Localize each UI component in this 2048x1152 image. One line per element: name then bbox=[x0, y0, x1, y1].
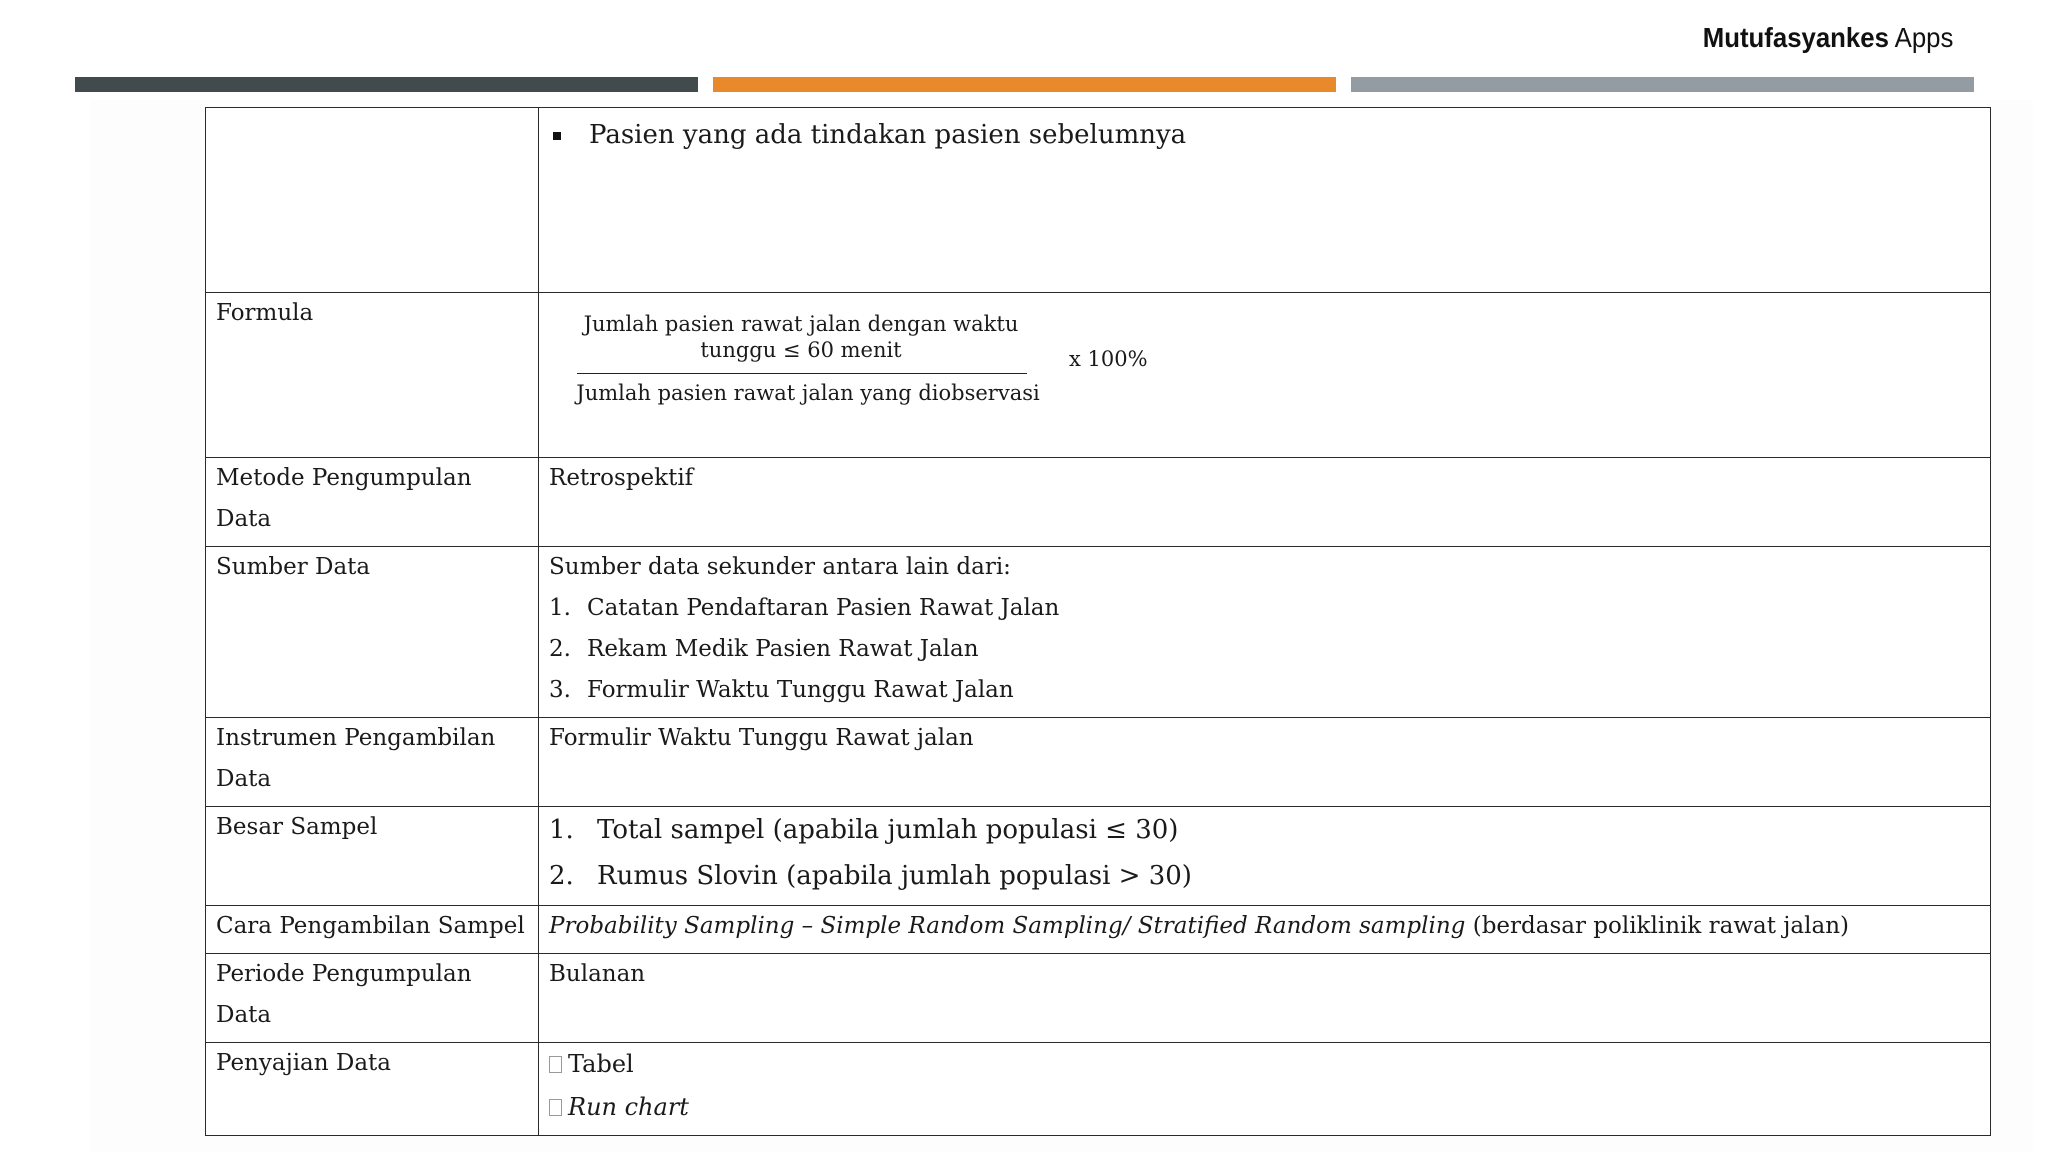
sampel-list bbox=[549, 807, 1980, 899]
square-bullet-icon bbox=[553, 132, 561, 140]
list-number: 3. bbox=[549, 677, 571, 703]
checkbox-icon bbox=[549, 1099, 562, 1116]
sumber-list bbox=[549, 588, 1980, 711]
table-row-formula bbox=[206, 293, 1991, 458]
table-row-penyajian bbox=[206, 1043, 1991, 1136]
brand-name-bold: Mutufasyankes bbox=[1702, 22, 1889, 53]
list-number: 1. bbox=[549, 815, 574, 845]
app-brand bbox=[1702, 22, 1953, 54]
table-row-instrumen bbox=[206, 718, 1991, 807]
list-number: 2. bbox=[549, 861, 574, 891]
formula-denominator: Jumlah pasien rawat jalan yang diobservasi bbox=[576, 381, 1040, 405]
list-item bbox=[549, 807, 1980, 853]
instrumen-value: Formulir Waktu Tunggu Rawat jalan bbox=[539, 718, 1991, 807]
row-label bbox=[206, 108, 539, 293]
formula-multiplier: x 100% bbox=[1069, 347, 1148, 371]
bullet-item bbox=[549, 118, 1980, 153]
list-text: Rekam Medik Pasien Rawat Jalan bbox=[587, 636, 979, 662]
list-item bbox=[549, 853, 1980, 899]
list-text: Total sampel (apabila jumlah populasi ≤ 30) bbox=[597, 815, 1179, 845]
penyajian-item-text: Tabel bbox=[568, 1050, 634, 1078]
formula-label: Formula bbox=[206, 293, 539, 458]
list-item bbox=[549, 588, 1980, 629]
header-bar-orange bbox=[713, 77, 1336, 92]
table-row-sumber bbox=[206, 547, 1991, 718]
metode-label: Metode Pengumpulan Data bbox=[206, 458, 539, 547]
header-bar-gray bbox=[1351, 77, 1974, 92]
formula-cell bbox=[539, 293, 1991, 458]
row-value bbox=[539, 108, 1991, 293]
periode-label: Periode Pengumpulan Data bbox=[206, 954, 539, 1043]
list-text: Rumus Slovin (apabila jumlah populasi > 30) bbox=[597, 861, 1192, 891]
list-number: 2. bbox=[549, 636, 571, 662]
penyajian-label: Penyajian Data bbox=[206, 1043, 539, 1136]
sampel-label: Besar Sampel bbox=[206, 807, 539, 906]
table-row-cara bbox=[206, 906, 1991, 954]
cara-value bbox=[539, 906, 1991, 954]
periode-value: Bulanan bbox=[539, 954, 1991, 1043]
table-row bbox=[206, 108, 1991, 293]
table-row-periode bbox=[206, 954, 1991, 1043]
penyajian-item bbox=[549, 1043, 1980, 1086]
brand-name-light: Apps bbox=[1894, 22, 1953, 53]
formula-numerator bbox=[571, 311, 1031, 363]
list-text: Catatan Pendaftaran Pasien Rawat Jalan bbox=[587, 595, 1060, 621]
numerator-line-1: Jumlah pasien rawat jalan dengan waktu bbox=[583, 312, 1019, 336]
formula-fraction bbox=[549, 301, 1980, 421]
penyajian-item bbox=[549, 1086, 1980, 1129]
numerator-line-2: tunggu ≤ 60 menit bbox=[700, 338, 902, 362]
indicator-profile-table bbox=[205, 107, 1991, 1136]
list-text: Formulir Waktu Tunggu Rawat Jalan bbox=[587, 677, 1014, 703]
sumber-label: Sumber Data bbox=[206, 547, 539, 718]
checkbox-icon bbox=[549, 1056, 562, 1073]
bullet-text: Pasien yang ada tindakan pasien sebelumnya bbox=[589, 120, 1187, 150]
list-item bbox=[549, 670, 1980, 711]
instrumen-label: Instrumen Pengambilan Data bbox=[206, 718, 539, 807]
penyajian-item-text: Run chart bbox=[568, 1093, 689, 1121]
table-row-sampel bbox=[206, 807, 1991, 906]
sumber-intro: Sumber data sekunder antara lain dari: bbox=[549, 554, 1011, 580]
list-item bbox=[549, 629, 1980, 670]
sampel-value bbox=[539, 807, 1991, 906]
fraction-line bbox=[577, 373, 1027, 374]
metode-value: Retrospektif bbox=[539, 458, 1991, 547]
cara-label: Cara Pengambilan Sampel bbox=[206, 906, 539, 954]
header-bar-dark bbox=[75, 77, 698, 92]
penyajian-value bbox=[539, 1043, 1991, 1136]
list-number: 1. bbox=[549, 595, 571, 621]
cara-note: (berdasar poliklinik rawat jalan) bbox=[1465, 913, 1849, 939]
table-row-metode bbox=[206, 458, 1991, 547]
sumber-value bbox=[539, 547, 1991, 718]
cara-method: Probability Sampling – Simple Random Sampling/ Stratified Random sampling bbox=[549, 913, 1466, 939]
